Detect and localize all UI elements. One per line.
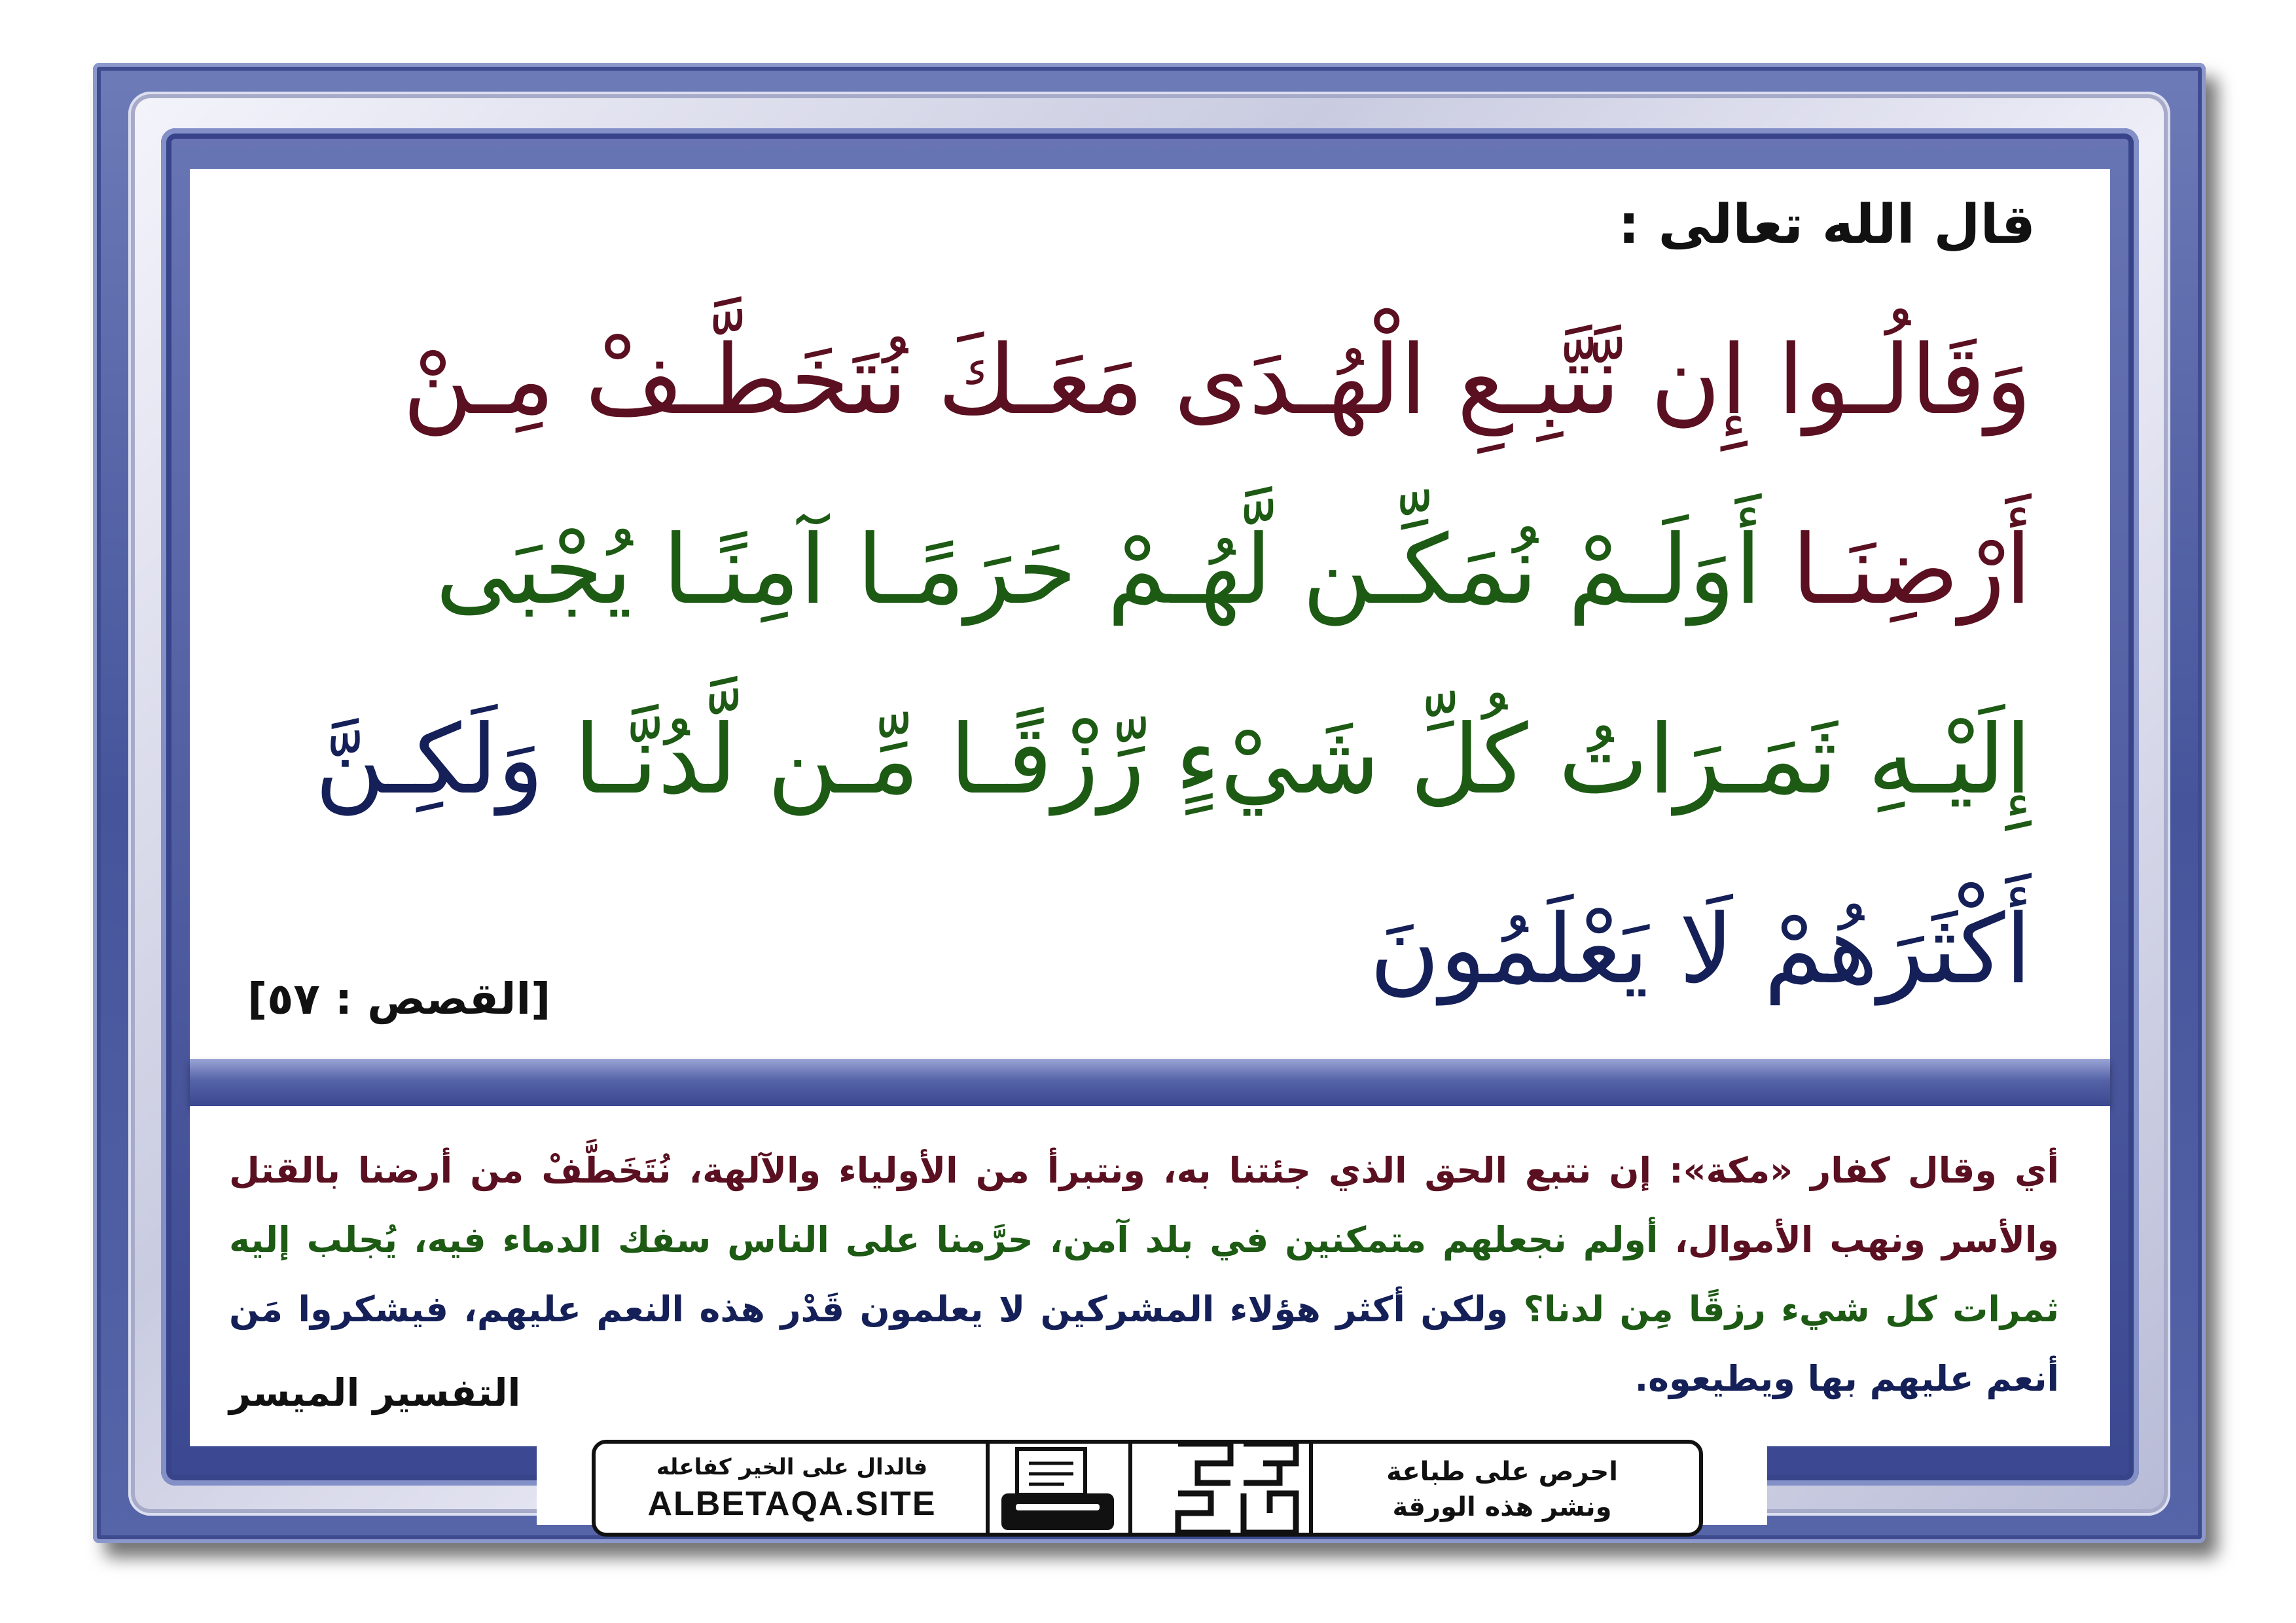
divider-bar <box>190 1059 2110 1106</box>
footer-note-line-2: ونشر هذه الورقة <box>1392 1492 1612 1522</box>
verse-line-4: أَكْثَرَهُمْ لَا يَعْلَمُونَ <box>1369 894 2032 1005</box>
footer-note <box>1316 1454 1689 1525</box>
footer-separator <box>1309 1440 1313 1537</box>
verse-line-3 <box>230 665 2032 855</box>
footer-site-block <box>609 1454 975 1524</box>
verse-line-2 <box>230 475 2032 665</box>
tafsir-source: التفسير الميسر <box>229 1370 521 1415</box>
footer-separator <box>1128 1440 1132 1537</box>
footer-site-link[interactable]: ALBETAQA.SITE <box>647 1485 937 1523</box>
footer-note-line-1: احرص على طباعة <box>1386 1457 1618 1487</box>
footer-separator <box>986 1440 990 1537</box>
logo <box>1172 1437 1302 1539</box>
verse-reference: [القصص : ٥٧] <box>247 974 551 1024</box>
verse-line-3-part-b: وَلَكِـنَّ <box>315 704 544 815</box>
verse-line-1: وَقَالُـوا إِن نَّتَّبِـعِ الْهُـدَى مَعَـكَ نُتَخَطَّـفْ مِـنْ <box>403 325 2032 436</box>
verse-line-3-part-a: إِلَيْـهِ ثَمَـرَاتُ كُلِّ شَيْءٍ رِّزْقًـا مِّـن لَّدُنَّـا <box>574 704 2032 815</box>
verse-line-2-part-a: أَرْضِنَـا <box>1791 514 2032 626</box>
tafsir-part-2: أولم نجعلهم متمكنين في بلد آمن، حرَّمنا على الناس سفك الدماء فيه، يُجلب إليه ثمرات كل شيء رزقًا مِن لدنا؟ <box>229 1219 2059 1330</box>
intro-heading: قال الله تعالى : <box>1618 194 2036 256</box>
tafsir-part-3: ولكن أكثر هؤلاء المشركين لا يعلمون قَدْر هذه النعم عليهم، فيشكروا مَن أنعم عليهم بها ويطيعوه. <box>229 1289 2059 1399</box>
tafsir-part-1: أي وقال كفار «مكة»: إن نتبع الحق الذي جئتنا به، ونتبرأ من الأولياء والآلهة، نُتَخَطَّفْ من أرضنا بالقتل والأسر ونهب الأموال، <box>229 1150 2059 1260</box>
verse-line-2-part-b: أَوَلَـمْ نُمَكِّـن لَّهُـمْ حَرَمًـا آمِنًـا يُجْبَى <box>435 514 1762 626</box>
footer-motto: فالدال على الخير كفاعله <box>656 1454 928 1480</box>
printer-icon <box>992 1440 1123 1537</box>
quran-verse <box>230 285 2032 1044</box>
